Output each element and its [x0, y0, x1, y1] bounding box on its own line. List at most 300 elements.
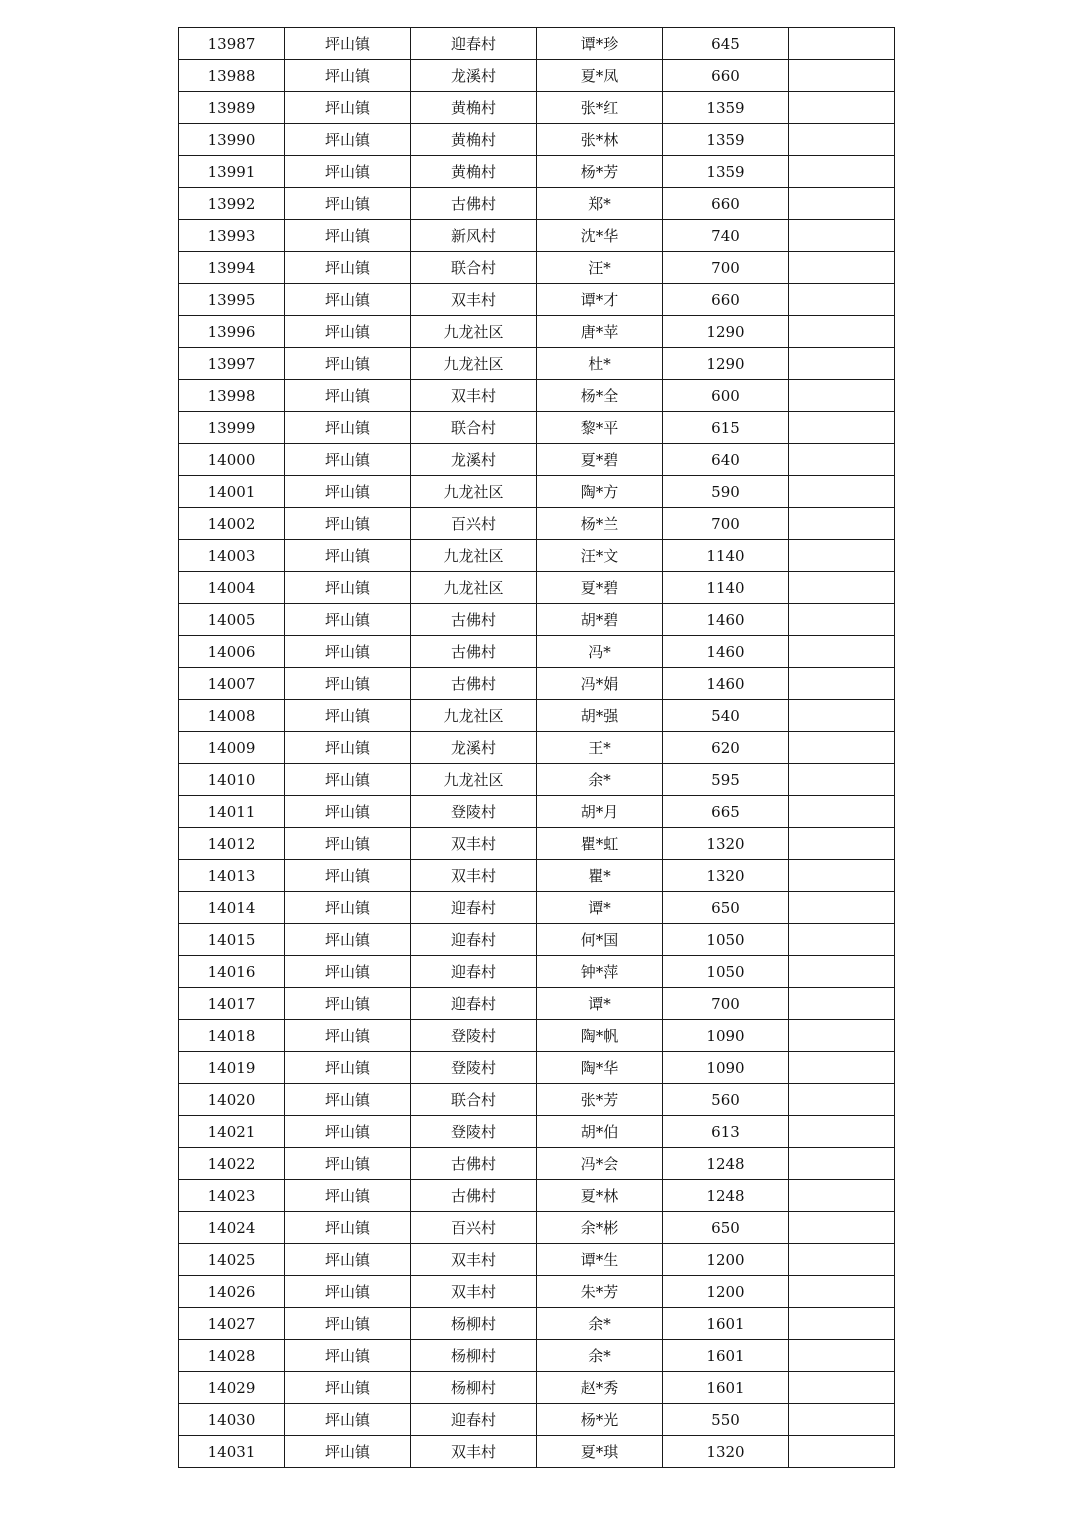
table-row [179, 28, 895, 60]
town-cell: 坪山镇 [285, 156, 411, 188]
town-cell: 坪山镇 [285, 668, 411, 700]
town-cell: 坪山镇 [285, 924, 411, 956]
town-cell: 坪山镇 [285, 1308, 411, 1340]
town-cell: 坪山镇 [285, 1244, 411, 1276]
table-row [179, 412, 895, 444]
village-cell: 古佛村 [411, 188, 537, 220]
table-row [179, 252, 895, 284]
serial-number-cell: 14025 [179, 1244, 285, 1276]
amount-cell: 1359 [663, 92, 789, 124]
amount-cell: 660 [663, 284, 789, 316]
village-cell: 联合村 [411, 1084, 537, 1116]
town-cell: 坪山镇 [285, 828, 411, 860]
village-cell: 双丰村 [411, 828, 537, 860]
serial-number-cell: 13995 [179, 284, 285, 316]
village-cell: 九龙社区 [411, 572, 537, 604]
remark-cell [789, 1020, 895, 1052]
table-row [179, 572, 895, 604]
town-cell: 坪山镇 [285, 764, 411, 796]
remark-cell [789, 444, 895, 476]
name-cell: 夏*林 [537, 1180, 663, 1212]
remark-cell [789, 796, 895, 828]
table-row [179, 988, 895, 1020]
town-cell: 坪山镇 [285, 636, 411, 668]
village-cell: 双丰村 [411, 380, 537, 412]
name-cell: 冯* [537, 636, 663, 668]
name-cell: 夏*碧 [537, 572, 663, 604]
table-row [179, 444, 895, 476]
village-cell: 登陵村 [411, 796, 537, 828]
serial-number-cell: 13991 [179, 156, 285, 188]
name-cell: 汪* [537, 252, 663, 284]
table-row [179, 668, 895, 700]
name-cell: 胡*月 [537, 796, 663, 828]
remark-cell [789, 508, 895, 540]
table-row [179, 860, 895, 892]
remark-cell [789, 1308, 895, 1340]
amount-cell: 560 [663, 1084, 789, 1116]
name-cell: 冯*会 [537, 1148, 663, 1180]
amount-cell: 1248 [663, 1180, 789, 1212]
name-cell: 余* [537, 764, 663, 796]
remark-cell [789, 668, 895, 700]
amount-cell: 595 [663, 764, 789, 796]
remark-cell [789, 1052, 895, 1084]
village-cell: 九龙社区 [411, 348, 537, 380]
table-row [179, 60, 895, 92]
village-cell: 迎春村 [411, 892, 537, 924]
table-row [179, 156, 895, 188]
table-row [179, 892, 895, 924]
remark-cell [789, 1148, 895, 1180]
town-cell: 坪山镇 [285, 60, 411, 92]
amount-cell: 1601 [663, 1308, 789, 1340]
town-cell: 坪山镇 [285, 1212, 411, 1244]
amount-cell: 700 [663, 508, 789, 540]
serial-number-cell: 14011 [179, 796, 285, 828]
village-cell: 黄桷村 [411, 92, 537, 124]
table-row [179, 700, 895, 732]
table-row [179, 796, 895, 828]
serial-number-cell: 14021 [179, 1116, 285, 1148]
serial-number-cell: 14029 [179, 1372, 285, 1404]
serial-number-cell: 14028 [179, 1340, 285, 1372]
name-cell: 赵*秀 [537, 1372, 663, 1404]
remark-cell [789, 572, 895, 604]
remark-cell [789, 540, 895, 572]
records-table [178, 27, 895, 1468]
name-cell: 杨*芳 [537, 156, 663, 188]
village-cell: 百兴村 [411, 1212, 537, 1244]
table-row [179, 764, 895, 796]
town-cell: 坪山镇 [285, 892, 411, 924]
table-row [179, 188, 895, 220]
amount-cell: 700 [663, 252, 789, 284]
remark-cell [789, 1436, 895, 1468]
name-cell: 杨*兰 [537, 508, 663, 540]
town-cell: 坪山镇 [285, 380, 411, 412]
town-cell: 坪山镇 [285, 796, 411, 828]
town-cell: 坪山镇 [285, 284, 411, 316]
serial-number-cell: 13989 [179, 92, 285, 124]
table-row [179, 380, 895, 412]
table-row [179, 284, 895, 316]
name-cell: 唐*苹 [537, 316, 663, 348]
serial-number-cell: 14005 [179, 604, 285, 636]
town-cell: 坪山镇 [285, 860, 411, 892]
table-row [179, 316, 895, 348]
town-cell: 坪山镇 [285, 508, 411, 540]
table-row [179, 1116, 895, 1148]
serial-number-cell: 13987 [179, 28, 285, 60]
name-cell: 余* [537, 1308, 663, 1340]
remark-cell [789, 1340, 895, 1372]
village-cell: 杨柳村 [411, 1340, 537, 1372]
remark-cell [789, 860, 895, 892]
serial-number-cell: 14023 [179, 1180, 285, 1212]
village-cell: 双丰村 [411, 1436, 537, 1468]
table-row [179, 828, 895, 860]
name-cell: 胡*强 [537, 700, 663, 732]
town-cell: 坪山镇 [285, 412, 411, 444]
village-cell: 古佛村 [411, 1148, 537, 1180]
table-row [179, 1276, 895, 1308]
town-cell: 坪山镇 [285, 348, 411, 380]
name-cell: 瞿* [537, 860, 663, 892]
village-cell: 百兴村 [411, 508, 537, 540]
town-cell: 坪山镇 [285, 572, 411, 604]
village-cell: 九龙社区 [411, 316, 537, 348]
remark-cell [789, 252, 895, 284]
amount-cell: 1290 [663, 316, 789, 348]
town-cell: 坪山镇 [285, 1084, 411, 1116]
name-cell: 朱*芳 [537, 1276, 663, 1308]
amount-cell: 1050 [663, 956, 789, 988]
remark-cell [789, 700, 895, 732]
village-cell: 新风村 [411, 220, 537, 252]
amount-cell: 1090 [663, 1052, 789, 1084]
table-row [179, 92, 895, 124]
town-cell: 坪山镇 [285, 1372, 411, 1404]
table-row [179, 956, 895, 988]
remark-cell [789, 1116, 895, 1148]
town-cell: 坪山镇 [285, 252, 411, 284]
serial-number-cell: 14024 [179, 1212, 285, 1244]
remark-cell [789, 604, 895, 636]
amount-cell: 660 [663, 60, 789, 92]
serial-number-cell: 13990 [179, 124, 285, 156]
serial-number-cell: 13997 [179, 348, 285, 380]
remark-cell [789, 220, 895, 252]
amount-cell: 700 [663, 988, 789, 1020]
town-cell: 坪山镇 [285, 604, 411, 636]
town-cell: 坪山镇 [285, 220, 411, 252]
table-row [179, 1372, 895, 1404]
village-cell: 双丰村 [411, 1276, 537, 1308]
table-row [179, 732, 895, 764]
name-cell: 沈*华 [537, 220, 663, 252]
remark-cell [789, 1244, 895, 1276]
town-cell: 坪山镇 [285, 28, 411, 60]
amount-cell: 550 [663, 1404, 789, 1436]
town-cell: 坪山镇 [285, 124, 411, 156]
remark-cell [789, 476, 895, 508]
remark-cell [789, 924, 895, 956]
serial-number-cell: 14001 [179, 476, 285, 508]
amount-cell: 740 [663, 220, 789, 252]
serial-number-cell: 13993 [179, 220, 285, 252]
name-cell: 钟*萍 [537, 956, 663, 988]
amount-cell: 1248 [663, 1148, 789, 1180]
name-cell: 黎*平 [537, 412, 663, 444]
name-cell: 陶*方 [537, 476, 663, 508]
serial-number-cell: 14018 [179, 1020, 285, 1052]
serial-number-cell: 14026 [179, 1276, 285, 1308]
serial-number-cell: 13994 [179, 252, 285, 284]
table-row [179, 508, 895, 540]
table-row [179, 1212, 895, 1244]
name-cell: 王* [537, 732, 663, 764]
village-cell: 九龙社区 [411, 764, 537, 796]
name-cell: 张*芳 [537, 1084, 663, 1116]
amount-cell: 1140 [663, 540, 789, 572]
table-row [179, 1020, 895, 1052]
amount-cell: 615 [663, 412, 789, 444]
village-cell: 登陵村 [411, 1020, 537, 1052]
remark-cell [789, 892, 895, 924]
village-cell: 龙溪村 [411, 444, 537, 476]
amount-cell: 1460 [663, 604, 789, 636]
amount-cell: 650 [663, 1212, 789, 1244]
name-cell: 夏*凤 [537, 60, 663, 92]
village-cell: 龙溪村 [411, 732, 537, 764]
serial-number-cell: 14000 [179, 444, 285, 476]
town-cell: 坪山镇 [285, 956, 411, 988]
town-cell: 坪山镇 [285, 1180, 411, 1212]
table-row [179, 1148, 895, 1180]
remark-cell [789, 956, 895, 988]
remark-cell [789, 92, 895, 124]
village-cell: 古佛村 [411, 636, 537, 668]
remark-cell [789, 988, 895, 1020]
town-cell: 坪山镇 [285, 188, 411, 220]
remark-cell [789, 124, 895, 156]
amount-cell: 1460 [663, 668, 789, 700]
amount-cell: 1601 [663, 1372, 789, 1404]
town-cell: 坪山镇 [285, 1052, 411, 1084]
serial-number-cell: 14004 [179, 572, 285, 604]
town-cell: 坪山镇 [285, 444, 411, 476]
village-cell: 双丰村 [411, 860, 537, 892]
village-cell: 登陵村 [411, 1116, 537, 1148]
name-cell: 陶*帆 [537, 1020, 663, 1052]
amount-cell: 540 [663, 700, 789, 732]
amount-cell: 1090 [663, 1020, 789, 1052]
name-cell: 夏*碧 [537, 444, 663, 476]
village-cell: 双丰村 [411, 284, 537, 316]
table-row [179, 1404, 895, 1436]
table-row [179, 1308, 895, 1340]
village-cell: 九龙社区 [411, 700, 537, 732]
name-cell: 胡*伯 [537, 1116, 663, 1148]
remark-cell [789, 1372, 895, 1404]
remark-cell [789, 1404, 895, 1436]
table-row [179, 1340, 895, 1372]
serial-number-cell: 13999 [179, 412, 285, 444]
name-cell: 汪*文 [537, 540, 663, 572]
table-row [179, 220, 895, 252]
remark-cell [789, 28, 895, 60]
amount-cell: 590 [663, 476, 789, 508]
table-row [179, 348, 895, 380]
name-cell: 郑* [537, 188, 663, 220]
remark-cell [789, 316, 895, 348]
amount-cell: 645 [663, 28, 789, 60]
village-cell: 黄桷村 [411, 156, 537, 188]
amount-cell: 660 [663, 188, 789, 220]
table-row [179, 924, 895, 956]
amount-cell: 665 [663, 796, 789, 828]
serial-number-cell: 14007 [179, 668, 285, 700]
table-row [179, 1180, 895, 1212]
name-cell: 张*红 [537, 92, 663, 124]
serial-number-cell: 14027 [179, 1308, 285, 1340]
serial-number-cell: 14015 [179, 924, 285, 956]
amount-cell: 1320 [663, 1436, 789, 1468]
remark-cell [789, 284, 895, 316]
village-cell: 杨柳村 [411, 1372, 537, 1404]
village-cell: 迎春村 [411, 28, 537, 60]
amount-cell: 640 [663, 444, 789, 476]
village-cell: 九龙社区 [411, 476, 537, 508]
name-cell: 谭*才 [537, 284, 663, 316]
serial-number-cell: 14031 [179, 1436, 285, 1468]
serial-number-cell: 14022 [179, 1148, 285, 1180]
remark-cell [789, 828, 895, 860]
remark-cell [789, 380, 895, 412]
amount-cell: 1359 [663, 124, 789, 156]
name-cell: 杨*光 [537, 1404, 663, 1436]
town-cell: 坪山镇 [285, 1436, 411, 1468]
village-cell: 联合村 [411, 252, 537, 284]
town-cell: 坪山镇 [285, 1276, 411, 1308]
amount-cell: 1290 [663, 348, 789, 380]
name-cell: 杨*全 [537, 380, 663, 412]
amount-cell: 620 [663, 732, 789, 764]
village-cell: 迎春村 [411, 1404, 537, 1436]
amount-cell: 600 [663, 380, 789, 412]
serial-number-cell: 14006 [179, 636, 285, 668]
serial-number-cell: 14017 [179, 988, 285, 1020]
town-cell: 坪山镇 [285, 1404, 411, 1436]
table-row [179, 604, 895, 636]
name-cell: 瞿*虹 [537, 828, 663, 860]
remark-cell [789, 1180, 895, 1212]
town-cell: 坪山镇 [285, 732, 411, 764]
remark-cell [789, 732, 895, 764]
amount-cell: 1320 [663, 828, 789, 860]
village-cell: 古佛村 [411, 1180, 537, 1212]
remark-cell [789, 1212, 895, 1244]
serial-number-cell: 14003 [179, 540, 285, 572]
town-cell: 坪山镇 [285, 988, 411, 1020]
name-cell: 谭* [537, 892, 663, 924]
name-cell: 谭* [537, 988, 663, 1020]
village-cell: 双丰村 [411, 1244, 537, 1276]
remark-cell [789, 60, 895, 92]
amount-cell: 1200 [663, 1276, 789, 1308]
serial-number-cell: 14014 [179, 892, 285, 924]
serial-number-cell: 14019 [179, 1052, 285, 1084]
table-row [179, 540, 895, 572]
serial-number-cell: 13988 [179, 60, 285, 92]
amount-cell: 1200 [663, 1244, 789, 1276]
village-cell: 登陵村 [411, 1052, 537, 1084]
name-cell: 谭*珍 [537, 28, 663, 60]
serial-number-cell: 14008 [179, 700, 285, 732]
remark-cell [789, 764, 895, 796]
table-row [179, 124, 895, 156]
serial-number-cell: 13998 [179, 380, 285, 412]
town-cell: 坪山镇 [285, 700, 411, 732]
name-cell: 胡*碧 [537, 604, 663, 636]
town-cell: 坪山镇 [285, 1116, 411, 1148]
remark-cell [789, 348, 895, 380]
table-row [179, 1436, 895, 1468]
serial-number-cell: 14016 [179, 956, 285, 988]
remark-cell [789, 188, 895, 220]
village-cell: 龙溪村 [411, 60, 537, 92]
records-table-body [179, 28, 895, 1468]
serial-number-cell: 14002 [179, 508, 285, 540]
remark-cell [789, 636, 895, 668]
name-cell: 杜* [537, 348, 663, 380]
name-cell: 谭*生 [537, 1244, 663, 1276]
name-cell: 何*国 [537, 924, 663, 956]
town-cell: 坪山镇 [285, 1020, 411, 1052]
village-cell: 黄桷村 [411, 124, 537, 156]
table-row [179, 476, 895, 508]
serial-number-cell: 14013 [179, 860, 285, 892]
name-cell: 夏*琪 [537, 1436, 663, 1468]
town-cell: 坪山镇 [285, 92, 411, 124]
remark-cell [789, 412, 895, 444]
village-cell: 迎春村 [411, 924, 537, 956]
serial-number-cell: 14012 [179, 828, 285, 860]
amount-cell: 650 [663, 892, 789, 924]
serial-number-cell: 13996 [179, 316, 285, 348]
serial-number-cell: 13992 [179, 188, 285, 220]
amount-cell: 1320 [663, 860, 789, 892]
remark-cell [789, 1084, 895, 1116]
table-row [179, 1052, 895, 1084]
serial-number-cell: 14030 [179, 1404, 285, 1436]
serial-number-cell: 14010 [179, 764, 285, 796]
village-cell: 迎春村 [411, 956, 537, 988]
village-cell: 联合村 [411, 412, 537, 444]
table-row [179, 1244, 895, 1276]
name-cell: 冯*娟 [537, 668, 663, 700]
town-cell: 坪山镇 [285, 540, 411, 572]
amount-cell: 1601 [663, 1340, 789, 1372]
town-cell: 坪山镇 [285, 476, 411, 508]
serial-number-cell: 14009 [179, 732, 285, 764]
village-cell: 古佛村 [411, 604, 537, 636]
remark-cell [789, 156, 895, 188]
village-cell: 古佛村 [411, 668, 537, 700]
name-cell: 陶*华 [537, 1052, 663, 1084]
amount-cell: 1140 [663, 572, 789, 604]
